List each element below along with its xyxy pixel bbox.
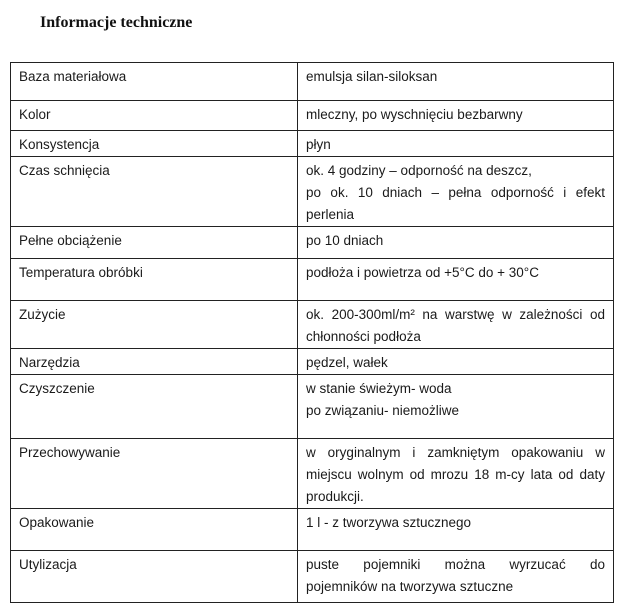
row-value	[298, 509, 614, 551]
value-line: po związaniu- niemożliwe	[306, 403, 460, 418]
table-row	[11, 227, 614, 259]
row-label: Zużycie	[11, 301, 298, 349]
row-value	[298, 439, 614, 509]
table-row	[11, 259, 614, 301]
table-row	[11, 131, 614, 157]
row-value	[298, 131, 614, 157]
row-value	[298, 375, 614, 439]
row-value	[298, 301, 614, 349]
table-row	[11, 63, 614, 101]
technical-info-table	[10, 62, 614, 603]
table-row	[11, 349, 614, 375]
value-line: pędzel, wałek	[306, 355, 388, 370]
value-line: 1 l - z tworzywa sztucznego	[306, 515, 472, 530]
value-line: podłoża i powietrza od +5°C do + 30°C	[306, 265, 539, 280]
value-line: płyn	[306, 137, 331, 152]
value-line: po ok. 10 dniach – pełna odporność i efekt	[306, 185, 605, 200]
value-line: produkcji.	[306, 489, 364, 504]
row-value	[298, 101, 614, 131]
row-label: Baza materiałowa	[11, 63, 298, 101]
row-label: Przechowywanie	[11, 439, 298, 509]
row-value	[298, 227, 614, 259]
value-line: w oryginalnym i zamkniętym opakowaniu w	[306, 445, 605, 460]
table-row	[11, 509, 614, 551]
row-label: Narzędzia	[11, 349, 298, 375]
table-row	[11, 375, 614, 439]
row-value	[298, 63, 614, 101]
value-line: w stanie świeżym- woda	[306, 381, 452, 396]
row-label: Czyszczenie	[11, 375, 298, 439]
row-label: Opakowanie	[11, 509, 298, 551]
value-line: pojemników na tworzywa sztuczne	[306, 579, 514, 594]
row-value	[298, 157, 614, 227]
value-line: ok. 4 godziny – odporność na deszcz,	[306, 163, 532, 178]
row-label: Utylizacja	[11, 551, 298, 603]
value-line: perlenia	[306, 207, 355, 222]
row-label: Temperatura obróbki	[11, 259, 298, 301]
value-line: chłonności podłoża	[306, 329, 421, 344]
value-line: ok. 200-300ml/m² na warstwę w zależności od	[306, 307, 605, 322]
table-row	[11, 301, 614, 349]
table-row	[11, 439, 614, 509]
row-label: Czas schnięcia	[11, 157, 298, 227]
row-value	[298, 551, 614, 603]
section-title: Informacje techniczne	[40, 14, 193, 31]
value-line: puste pojemniki można wyrzucać do	[306, 557, 605, 572]
table-row	[11, 157, 614, 227]
table-row	[11, 551, 614, 603]
row-label: Pełne obciążenie	[11, 227, 298, 259]
row-label: Konsystencja	[11, 131, 298, 157]
value-line: miejscu wolnym od mrozu 18 m-cy lata od daty	[306, 467, 605, 482]
value-line: po 10 dniach	[306, 233, 384, 248]
value-line: mleczny, po wyschnięciu bezbarwny	[306, 107, 523, 122]
value-line: emulsja silan-siloksan	[306, 69, 438, 84]
row-value	[298, 259, 614, 301]
row-label: Kolor	[11, 101, 298, 131]
table-row	[11, 101, 614, 131]
row-value	[298, 349, 614, 375]
